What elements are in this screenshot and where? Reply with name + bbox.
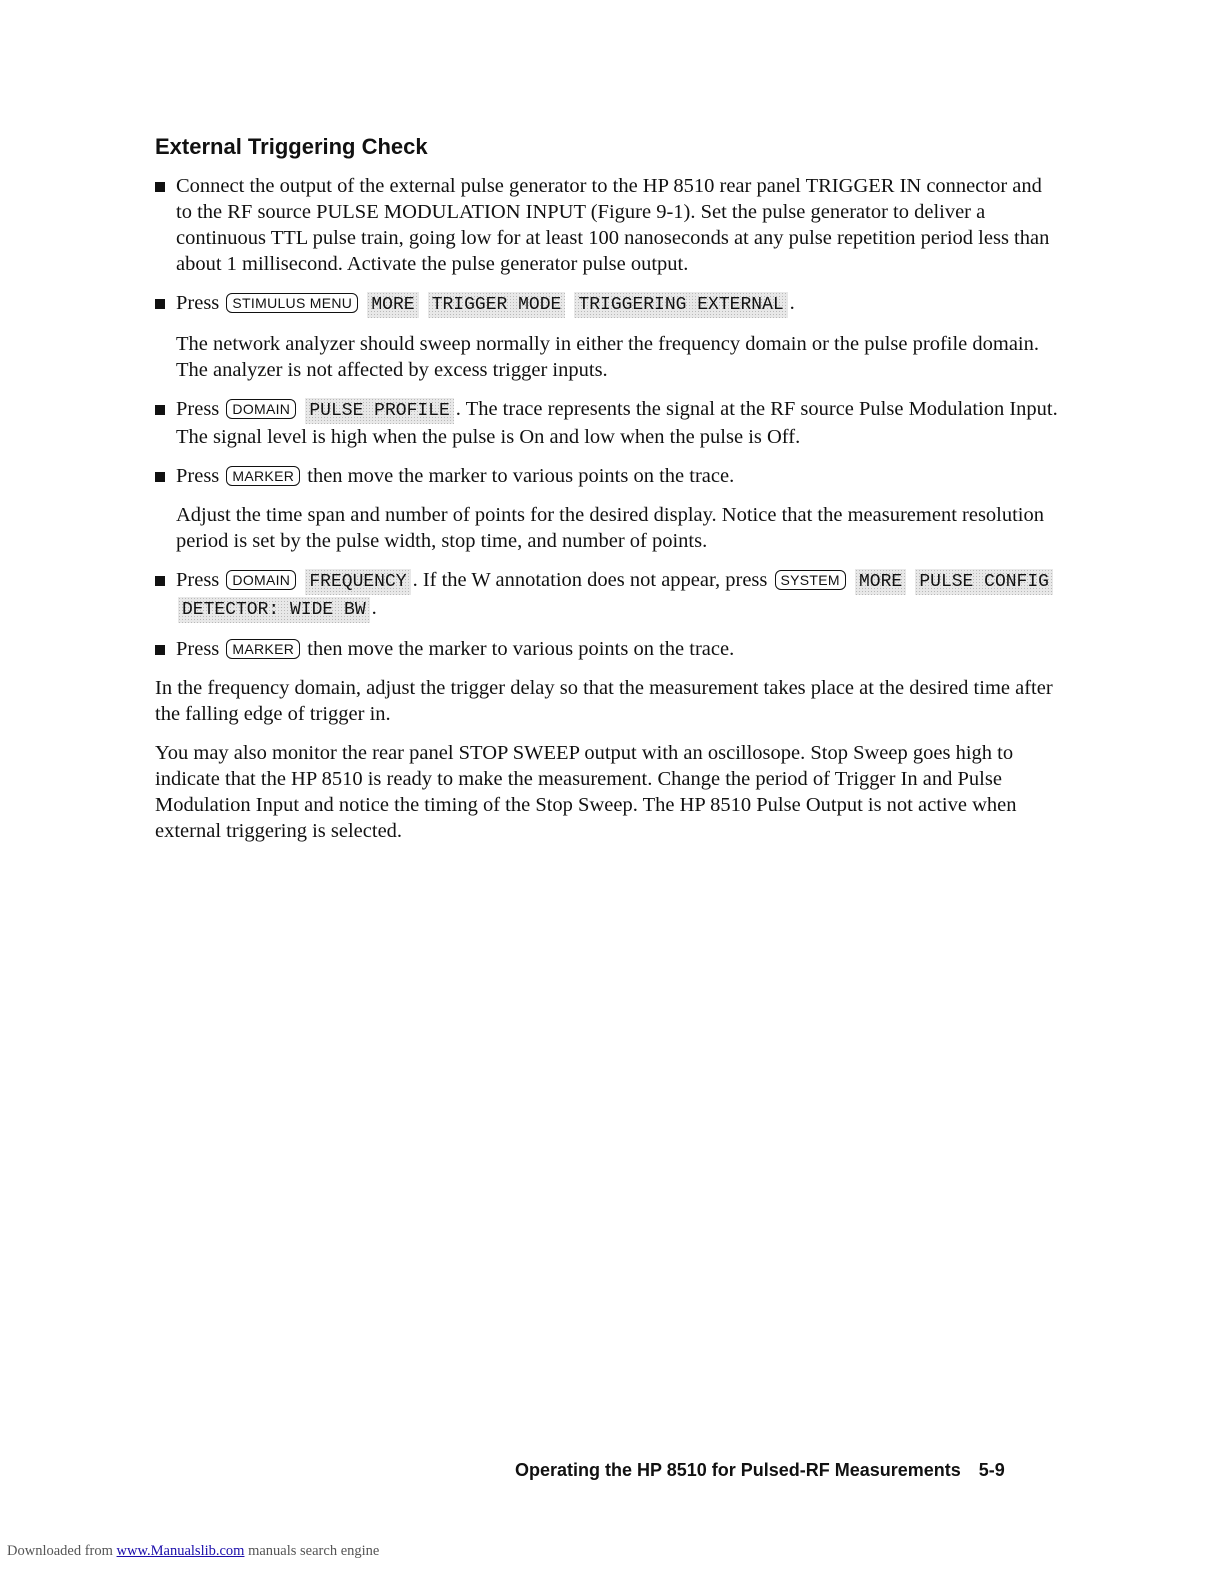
domain-key[interactable]: DOMAIN: [226, 399, 296, 419]
system-key[interactable]: SYSTEM: [775, 570, 846, 590]
page-content: [155, 132, 1060, 857]
step-text: then move the marker to various points on the trace.: [307, 638, 735, 660]
step-pulse-profile: [155, 396, 1060, 450]
more-softkey[interactable]: MORE: [367, 292, 418, 318]
step-external-trigger: [155, 290, 1060, 318]
paragraph-trigger-delay: In the frequency domain, adjust the trigger delay so that the measurement takes place at the desired time after the falling edge of trigger in.: [155, 677, 1053, 725]
step-text: . If the W annotation does not appear, press: [412, 569, 768, 591]
bullet-icon: [155, 576, 165, 586]
manualslib-link[interactable]: www.Manualslib.com: [116, 1543, 245, 1559]
section-title: External Triggering Check: [155, 134, 428, 159]
frequency-softkey[interactable]: FREQUENCY: [305, 569, 410, 595]
bullet-icon: [155, 405, 165, 415]
page-footer: [515, 1458, 1055, 1482]
download-prefix: Downloaded from: [7, 1543, 113, 1559]
step-text: . The trace represents the signal at the RF source Pulse Modulation Input. The signal level is high when the pulse is On and low when the pulse is Off.: [176, 398, 1058, 448]
press-label: Press: [176, 569, 220, 591]
marker-key[interactable]: MARKER: [226, 466, 300, 486]
trigger-mode-softkey[interactable]: TRIGGER MODE: [428, 292, 566, 318]
domain-key[interactable]: DOMAIN: [226, 570, 296, 590]
step-end: .: [371, 597, 377, 619]
step-connect-generator: [155, 173, 1060, 277]
pulse-profile-softkey[interactable]: PULSE PROFILE: [305, 398, 453, 424]
press-label: Press: [176, 638, 220, 660]
press-label: Press: [176, 398, 220, 420]
more-softkey[interactable]: MORE: [855, 569, 906, 595]
marker-key[interactable]: MARKER: [226, 639, 300, 659]
press-label: Press: [176, 465, 220, 487]
footer-title: Operating the HP 8510 for Pulsed-RF Measurements: [515, 1460, 961, 1480]
bullet-icon: [155, 645, 165, 655]
bullet-icon: [155, 299, 165, 309]
note-sweep-normally: The network analyzer should sweep normally in either the frequency domain or the pulse profile domain. The analyzer is not affected by excess trigger inputs.: [176, 333, 1040, 381]
step-text: Connect the output of the external pulse generator to the HP 8510 rear panel TRIGGER IN connector and to the RF source PULSE MODULATION INPUT (Figure 9-1). Set the pulse generator to deliver a continuous TTL pulse train, going low for at least 100 nanoseconds at any pulse repetition period less than about 1 millisecond. Activate the pulse generator pulse output.: [176, 175, 1050, 275]
press-label: Press: [176, 292, 220, 314]
download-suffix: manuals search engine: [248, 1543, 380, 1559]
step-text: then move the marker to various points on the trace.: [307, 465, 735, 487]
bullet-icon: [155, 182, 165, 192]
stimulus-menu-key[interactable]: STIMULUS MENU: [226, 293, 358, 313]
page-number: 5-9: [978, 1460, 1005, 1480]
step-marker-frequency: [155, 636, 1060, 662]
triggering-external-softkey[interactable]: TRIGGERING EXTERNAL: [574, 292, 787, 318]
note-time-span: Adjust the time span and number of points for the desired display. Notice that the measurement resolution period is set by the pulse width, stop time, and number of points.: [176, 504, 1045, 552]
detector-wide-bw-softkey[interactable]: DETECTOR: WIDE BW: [178, 597, 370, 623]
step-marker-profile: [155, 463, 1060, 489]
step-frequency-domain: [155, 567, 1060, 623]
bullet-icon: [155, 472, 165, 482]
pulse-config-softkey[interactable]: PULSE CONFIG: [915, 569, 1053, 595]
paragraph-stop-sweep: You may also monitor the rear panel STOP SWEEP output with an oscillosope. Stop Sweep goes high to indicate that the HP 8510 is ready to make the measurement. Change the period of Trigger In and Pulse Modulation Input and notice the timing of the Stop Sweep. The HP 8510 Pulse Output is not active when external triggering is selected.: [155, 742, 1017, 842]
step-end: .: [789, 292, 795, 314]
download-note: [7, 1541, 379, 1561]
